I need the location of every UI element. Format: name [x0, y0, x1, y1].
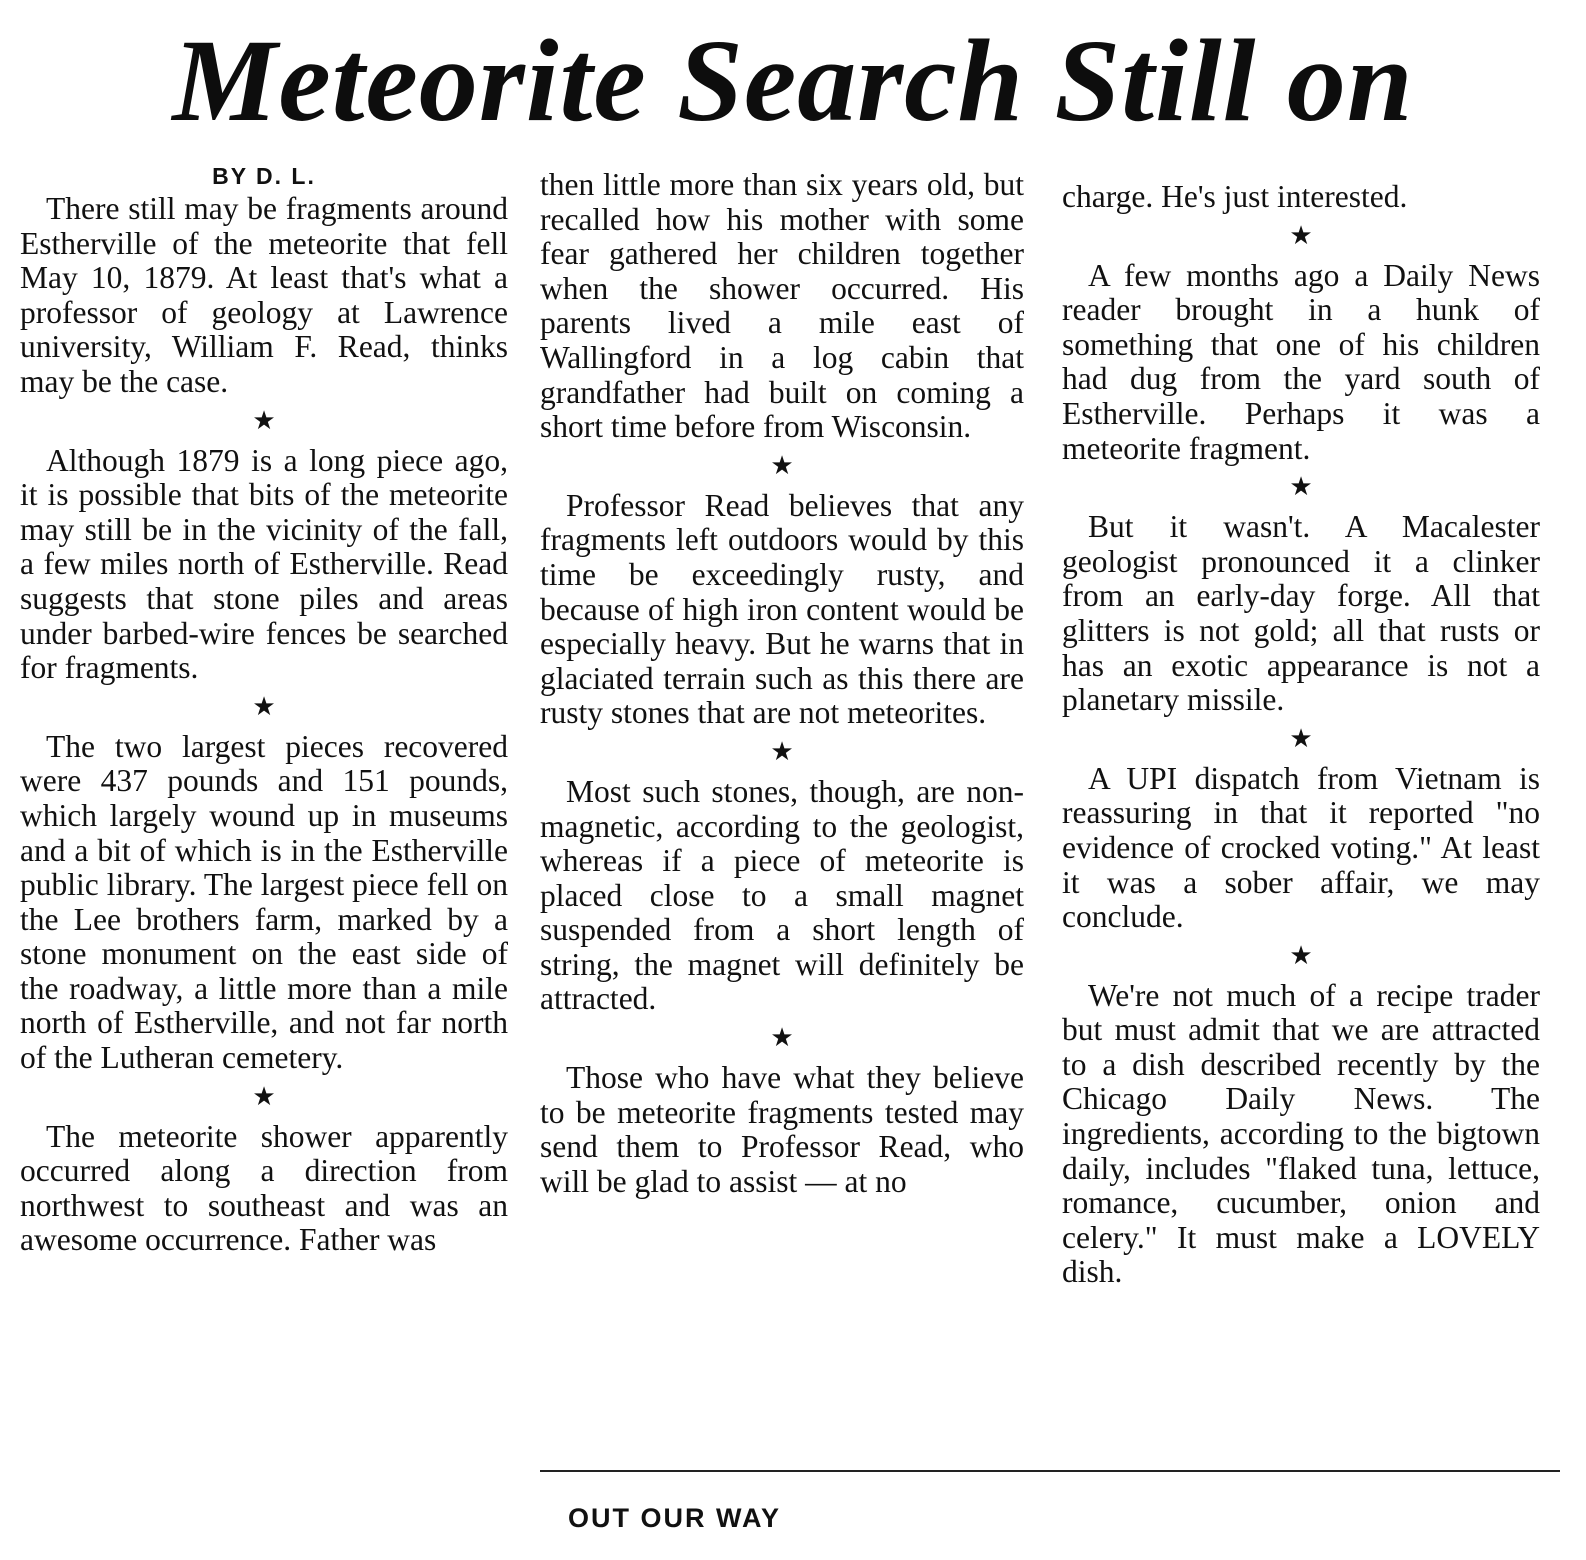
star-separator-icon: ★	[252, 1081, 276, 1111]
star-separator-icon: ★	[252, 691, 276, 721]
star-separator-icon: ★	[770, 736, 794, 766]
star-separator-icon: ★	[1289, 940, 1313, 970]
star-separator-icon: ★	[1289, 723, 1313, 753]
star-separator-icon: ★	[770, 1023, 794, 1053]
section-label: OUT OUR WAY	[568, 1503, 782, 1533]
article-column-3	[1062, 180, 1540, 1290]
article-column-2	[540, 168, 1024, 1199]
paragraph: A few months ago a Daily News reader brought in a hunk of something that one of his children had dug from the yard south of Estherville. Perhaps it was a meteorite fragment.	[1062, 257, 1540, 466]
star-separator-icon: ★	[1289, 220, 1313, 250]
paragraph: charge. He's just interested.	[1062, 179, 1408, 214]
paragraph: A UPI dispatch from Vietnam is reassuring in that it reported "no evidence of crocked voting." At least it was a sober affair, we may conclude.	[1062, 760, 1540, 935]
article-column-1	[20, 160, 508, 1258]
paragraph: There still may be fragments around Estherville of the meteorite that fell May 10, 1879. At least that's what a professor of geology at Lawrence university, William F. Read, thinks may be the case.	[20, 191, 508, 399]
paragraph: Most such stones, though, are non-magnetic, according to the geologist, whereas if a piece of meteorite is placed close to a small magnet suspended from a short length of string, the magnet will definitely be attracted.	[540, 773, 1024, 1017]
paragraph: Professor Read believes that any fragments left outdoors would by this time be exceedingly rusty, and because of high iron content would be especially heavy. But he warns that in glaciated terrain such as this there are rusty stones that are not meteorites.	[540, 487, 1024, 731]
star-separator-icon: ★	[252, 405, 276, 435]
paragraph: The meteorite shower apparently occurred along a direction from northwest to southeast and was an awesome occurrence. Father was	[20, 1118, 508, 1258]
headline: Meteorite Search Still on	[172, 15, 1414, 146]
paragraph: We're not much of a recipe trader but must admit that we are attracted to a dish described recently by the Chicago Daily News. The ingredients, according to the bigtown daily, includes "flaked tuna, lettuce, romance, cucumber, onion and celery." It must make a LOVELY dish.	[1062, 977, 1540, 1290]
paragraph: The two largest pieces recovered were 437 pounds and 151 pounds, which largely wound up in museums and a bit of which is in the Estherville public library. The largest piece fell on the Lee brothers farm, marked by a stone monument on the east side of the roadway, a little more than a mile north of Estherville, and not far north of the Lutheran cemetery.	[20, 728, 508, 1076]
paragraph: then little more than six years old, but recalled how his mother with some fear gathered her children together when the shower occurred. His parents lived a mile east of Wallingford in a log cabin that grandfather had built on coming a short time before from Wisconsin.	[540, 167, 1024, 445]
star-separator-icon: ★	[770, 450, 794, 480]
byline: BY D. L.	[212, 163, 316, 189]
paragraph: But it wasn't. A Macalester geologist pronounced it a clinker from an early-day forge. All that glitters is not gold; all that rusts or has an exotic appearance is not a planetary missile.	[1062, 509, 1540, 718]
paragraph: Although 1879 is a long piece ago, it is possible that bits of the meteorite may still be in the vicinity of the fall, a few miles north of Estherville. Read suggests that stone piles and areas under barbed-wire fences be searched for fragments.	[20, 442, 508, 686]
star-separator-icon: ★	[1289, 472, 1313, 502]
section-divider	[540, 1470, 1560, 1472]
paragraph: Those who have what they believe to be meteorite fragments tested may send them to Professor Read, who will be glad to assist — at no	[540, 1060, 1024, 1199]
